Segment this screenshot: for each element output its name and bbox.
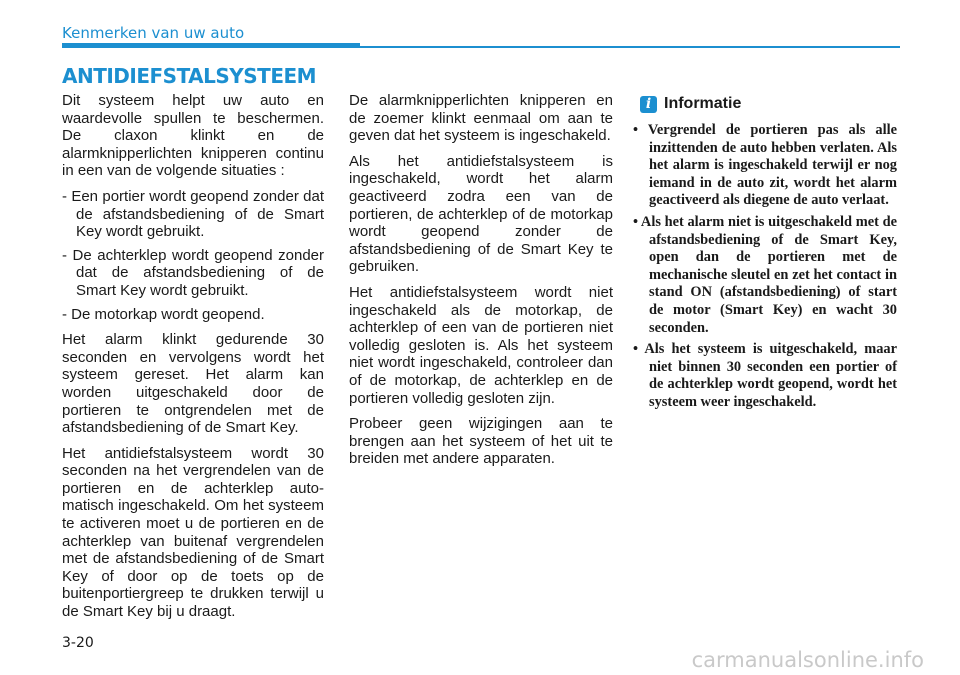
paragraph: Het alarm klinkt gedurende 30 seconden en vervolgens wordt het systeem gereset. Het alarm kan worden uitgeschakeld door de portieren te ontgrendelen met de afstandsbediening of de Smart Key. (62, 331, 324, 437)
paragraph: Als het antidiefstalsysteem is ingeschakeld, wordt het alarm geactiveerd zodra een van de portieren, de achterklep of de motorkap wordt geopend zonder de afstandsbediening of de Smart Key te gebruiken. (349, 152, 613, 276)
info-item: • Als het systeem is uitgeschakeld, maar niet binnen 30 seconden een portier of de achterklep wordt geopend, wordt het systeem weer ingeschakeld. (633, 341, 897, 410)
paragraph: Probeer geen wijzigingen aan te brengen aan het systeem of het uit te breiden met andere apparaten. (349, 415, 613, 468)
section-label: Kenmerken van uw auto (62, 24, 245, 42)
page-title: ANTIDIEFSTALSYSTEEM (62, 64, 317, 88)
list-item: - De achterklep wordt geopend zonder dat de afstandsbediening of de Smart Key wordt gebruikt. (62, 246, 324, 299)
paragraph: Het antidiefstalsysteem wordt 30 seconden na het vergrendelen van de portieren en de achterklep auto-matisch ingeschakeld. Om het systeem te activeren moet u de portieren en de achterklep van buitenaf vergrendelen met de afstandsbediening of de Smart Key of door op de toets op de buitenportiergreep te drukken terwijl u de Smart Key bij u draagt. (62, 444, 324, 621)
info-header (640, 95, 741, 113)
info-title: Informatie (664, 95, 742, 112)
paragraph: De alarmknipperlichten knipperen en de zoemer klinkt eenmaal om aan te geven dat het systeem is ingeschakeld. (349, 92, 613, 145)
trigger-list (62, 188, 324, 323)
text-column-middle (349, 92, 613, 476)
info-list (633, 122, 897, 416)
header-rule-thick (62, 43, 360, 48)
watermark: carmanualsonline.info (691, 648, 924, 672)
list-item: - De motorkap wordt geopend. (62, 305, 265, 323)
paragraph: Het antidiefstalsysteem wordt niet ingeschakeld als de motorkap, de achterklep of een van de portieren niet volledig gesloten is. Als het systeem niet wordt ingeschakeld, controleer dan of de motorkap, de achterklep en de portieren volledig gesloten zijn. (349, 283, 613, 407)
info-item: • Als het alarm niet is uitgeschakeld met de afstandsbediening of de Smart Key, open dan de portieren met de mechanische sleutel en zet het contact in stand ON (afstandsbediening) of start de motor (Smart Key) en wacht 30 seconden. (633, 213, 897, 336)
header-rule-thin (360, 46, 900, 48)
page-number: 3-20 (62, 635, 94, 651)
text-column-left (62, 92, 324, 629)
info-item: • Vergrendel de portieren pas als alle inzittenden de auto hebben verlaten. Als het alarm is ingeschakeld terwijl er nog iemand in de auto zit, wordt het alarm geactiveerd als diegene de auto verlaat. (633, 122, 897, 209)
info-icon: i (640, 96, 657, 113)
intro-paragraph: Dit systeem helpt uw auto en waardevolle spullen te beschermen. De claxon klinkt en de alarmknipperlichten knipperen continu in een van de volgende situaties : (62, 92, 324, 180)
list-item: - Een portier wordt geopend zonder dat de afstandsbediening of de Smart Key wordt gebruikt. (62, 187, 324, 241)
